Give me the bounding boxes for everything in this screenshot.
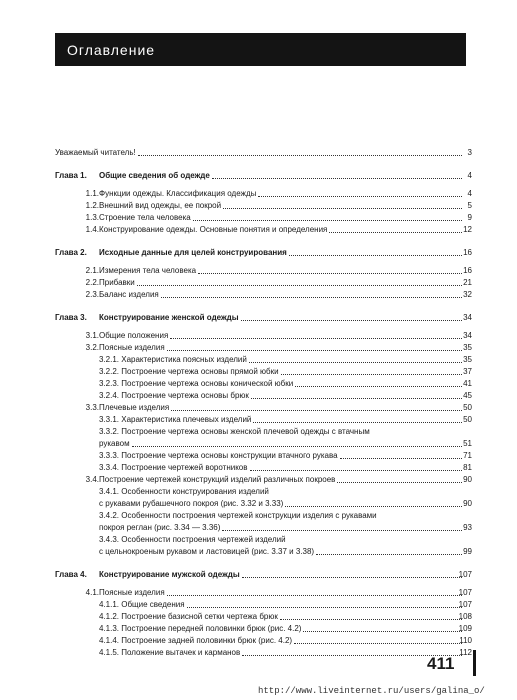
toc-entry-row	[55, 221, 472, 235]
toc-entry-title: покроя реглан (рис. 3.34 — 3.36)	[99, 523, 221, 532]
toc-page-number: 4	[467, 171, 472, 180]
toc-entry-number: 2.2.	[85, 278, 99, 287]
toc-chapter-row	[55, 244, 472, 258]
toc-page-number: 3	[467, 148, 472, 157]
toc-entry-title: 4.1.4. Построение задней половинки брюк (рис. 4.2)	[99, 636, 293, 645]
toc-page-number: 34	[463, 313, 472, 322]
toc-entry-title: 4.1.3. Построение передней половинки брюк (рис. 4.2)	[99, 624, 302, 633]
toc-entry-title: 3.4.2. Особенности построения чертежей конструкции изделия с рукавами	[99, 511, 377, 520]
toc-page-number: 50	[463, 415, 472, 424]
toc-entry-title: Конструирование женской одежды	[99, 313, 239, 322]
toc-entry-title: 3.4.1. Особенности конструирования изделий	[99, 487, 269, 496]
toc-entry-title: 3.2.1. Характеристика поясных изделий	[99, 355, 247, 364]
toc-entry-number: 1.4.	[85, 225, 99, 234]
toc-page-number: 12	[463, 225, 472, 234]
toc-page-number: 37	[463, 367, 472, 376]
toc-entry-title: Баланс изделия	[99, 290, 159, 299]
toc-entry-title: 4.1.1. Общие сведения	[99, 600, 185, 609]
toc-entry-number: 2.3.	[85, 290, 99, 299]
toc-leader-dots	[242, 576, 462, 578]
toc-page-number: 5	[467, 201, 472, 210]
toc-page-number: 90	[463, 499, 472, 508]
toc-entry-number: 1.3.	[85, 213, 99, 222]
toc-entry-title: Общие сведения об одежде	[99, 171, 210, 180]
toc-page-number: 35	[463, 343, 472, 352]
toc-entry-number: 3.3.	[85, 403, 99, 412]
toc-entry-number: 3.4.	[85, 475, 99, 484]
toc-entry-title: Общие положения	[99, 331, 169, 340]
toc-entry-number: 1.1.	[85, 189, 99, 198]
toc-entry-title: 3.3.2. Построение чертежа основы женской плечевой одежды с втачным	[99, 427, 370, 436]
toc-entry-title: с цельнокроеным рукавом и ластовицей (рис. 3.37 и 3.38)	[99, 547, 315, 556]
toc-entry-title: Исходные данные для целей конструирования	[99, 248, 287, 257]
toc-entry-title: 4.1.2. Построение базисной сетки чертежа брюк	[99, 612, 278, 621]
toc-page-number: 16	[463, 266, 472, 275]
toc-entry-title: Измерения тела человека	[99, 266, 197, 275]
toc-entry-row	[55, 644, 472, 658]
toc-page-number: 51	[463, 439, 472, 448]
toc-entry-title: 3.3.3. Построение чертежа основы конструкции втачного рукава	[99, 451, 338, 460]
toc-entry-title: 3.2.3. Построение чертежа основы конической юбки	[99, 379, 294, 388]
toc-page-number: 108	[458, 612, 472, 621]
toc-entry-row	[55, 144, 472, 158]
toc-entry-title: Поясные изделия	[99, 588, 165, 597]
toc-page-number: 32	[463, 290, 472, 299]
toc-entry-number: 2.1.	[85, 266, 99, 275]
toc-leader-dots	[289, 254, 462, 256]
toc-page-number: 93	[463, 523, 472, 532]
toc-chapter-row	[55, 167, 472, 181]
toc-page-number: 41	[463, 379, 472, 388]
toc-page-number: 34	[463, 331, 472, 340]
toc-page-number: 16	[463, 248, 472, 257]
toc-page-number: 71	[463, 451, 472, 460]
toc-entry-title: 4.1.5. Положение вытачек и карманов	[99, 648, 241, 657]
toc-entry-number: Глава 1.	[55, 171, 87, 180]
toc-page-number: 45	[463, 391, 472, 400]
toc-page-number: 110	[459, 636, 472, 645]
toc-entry-number: 4.1.	[85, 588, 99, 597]
page-number: 411	[427, 654, 455, 673]
toc-leader-dots	[316, 553, 462, 555]
toc-entry-title: Функции одежды. Классификация одежды	[99, 189, 257, 198]
toc-page-number: 50	[463, 403, 472, 412]
toc-page-number: 112	[459, 648, 472, 657]
toc-page-number: 107	[458, 588, 472, 597]
toc-page-number: 99	[463, 547, 472, 556]
toc-entry-title: рукавом	[99, 439, 130, 448]
toc-entry-number: Глава 2.	[55, 248, 87, 257]
toc-leader-dots	[329, 231, 462, 233]
toc-entry-title: Прибавки	[99, 278, 135, 287]
toc-entry-title: 3.3.1. Характеристика плечевых изделий	[99, 415, 252, 424]
toc-page-number: 21	[463, 278, 472, 287]
toc-entry-title: с рукавами рубашечного покроя (рис. 3.32 и 3.33)	[99, 499, 284, 508]
toc-page-number: 109	[458, 624, 472, 633]
toc-entry-number: 3.2.	[85, 343, 99, 352]
toc-page-number: 107	[458, 570, 472, 579]
toc-page-number: 4	[467, 189, 472, 198]
toc-entry-title: Поясные изделия	[99, 343, 165, 352]
watermark-url: http://www.liveinternet.ru/users/galina_o/	[258, 686, 485, 696]
toc-page-number: 81	[463, 463, 472, 472]
toc-page-number: 90	[463, 475, 472, 484]
toc-page-number: 9	[467, 213, 472, 222]
toc-page-number: 35	[463, 355, 472, 364]
toc-entry-title: 3.4.3. Особенности построения чертежей изделий	[99, 535, 286, 544]
toc-entry-number: 1.2.	[85, 201, 99, 210]
toc-entry-number: Глава 3.	[55, 313, 87, 322]
toc-leader-dots	[212, 177, 462, 179]
toc-entry-title: Внешний вид одежды, ее покрой	[99, 201, 222, 210]
contents-title: Оглавление	[67, 42, 156, 58]
toc-entry-title: Строение тела человека	[99, 213, 191, 222]
toc-entry-title: Конструирование мужской одежды	[99, 570, 240, 579]
toc-entry-number: Глава 4.	[55, 570, 87, 579]
page-number-rule	[473, 650, 476, 676]
toc-leader-dots	[241, 319, 462, 321]
toc-entry-title: Построение чертежей конструкций изделий различных покроев	[99, 475, 336, 484]
toc-entry-title: Плечевые изделия	[99, 403, 170, 412]
toc-entry-number: 3.1.	[85, 331, 99, 340]
toc-entry-title: 3.2.2. Построение чертежа основы прямой юбки	[99, 367, 279, 376]
toc-entry-title: Конструирование одежды. Основные понятия и определения	[99, 225, 328, 234]
toc-entry-title: Уважаемый читатель!	[55, 148, 136, 157]
toc-entry-row	[55, 543, 472, 557]
toc-entry-title: 3.2.4. Построение чертежа основы брюк	[99, 391, 249, 400]
toc-entry-row	[55, 286, 472, 300]
toc-entry-title: 3.3.4. Построение чертежей воротников	[99, 463, 248, 472]
toc-chapter-row	[55, 566, 472, 580]
toc-leader-dots	[138, 154, 462, 156]
toc-page-number: 107	[458, 600, 472, 609]
toc-chapter-row	[55, 309, 472, 323]
toc-leader-dots	[161, 296, 462, 298]
